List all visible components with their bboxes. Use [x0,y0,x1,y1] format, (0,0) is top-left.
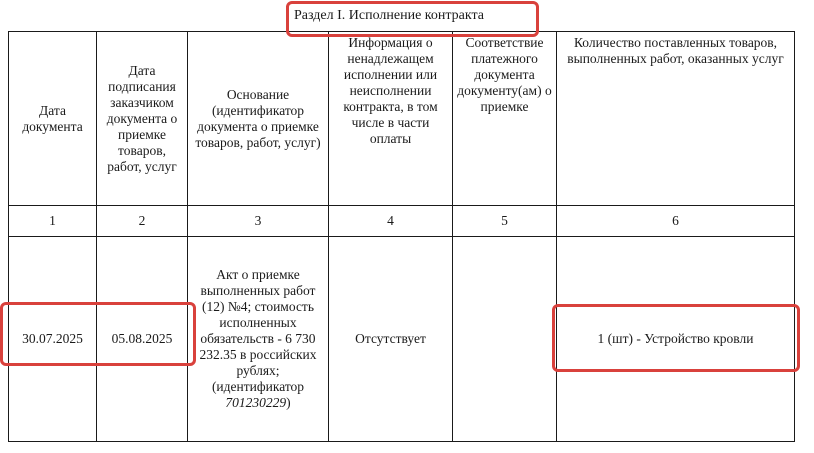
column-number: 2 [97,206,188,237]
header-payment-match: Соответствие платежного документа документу(ам) о приемке [453,32,557,206]
column-number-row [9,206,795,237]
section-title: Раздел I. Исполнение контракта [294,8,484,23]
column-number: 4 [329,206,453,237]
table-header-row [9,32,795,206]
header-basis: Основание (идентификатор документа о приемке товаров, работ, услуг) [188,32,329,206]
basis-suffix: ) [286,395,291,410]
basis-text: Акт о приемке выполненных работ (12) №4; стоимость исполненных обязательств - 6 730 232.35 в российских рублях; (идентификатор [199,267,317,394]
column-number: 5 [453,206,557,237]
header-improper-execution: Информация о ненадлежащем исполнении или неисполнении контракта, в том числе в части оплаты [329,32,453,206]
cell-payment-match [453,237,557,442]
basis-identifier: 701230229 [225,395,287,410]
cell-improper-execution: Отсутствует [329,237,453,442]
header-quantity: Количество поставленных товаров, выполненных работ, оказанных услуг [557,32,795,206]
column-number: 6 [557,206,795,237]
cell-quantity: 1 (шт) - Устройство кровли [557,237,795,442]
cell-signing-date: 05.08.2025 [97,237,188,442]
table-row [9,237,795,442]
header-document-date: Дата документа [9,32,97,206]
cell-document-date: 30.07.2025 [9,237,97,442]
contract-execution-table [8,31,795,442]
cell-basis [188,237,329,442]
column-number: 1 [9,206,97,237]
header-signing-date: Дата подписания заказчиком документа о приемке товаров, работ, услуг [97,32,188,206]
column-number: 3 [188,206,329,237]
